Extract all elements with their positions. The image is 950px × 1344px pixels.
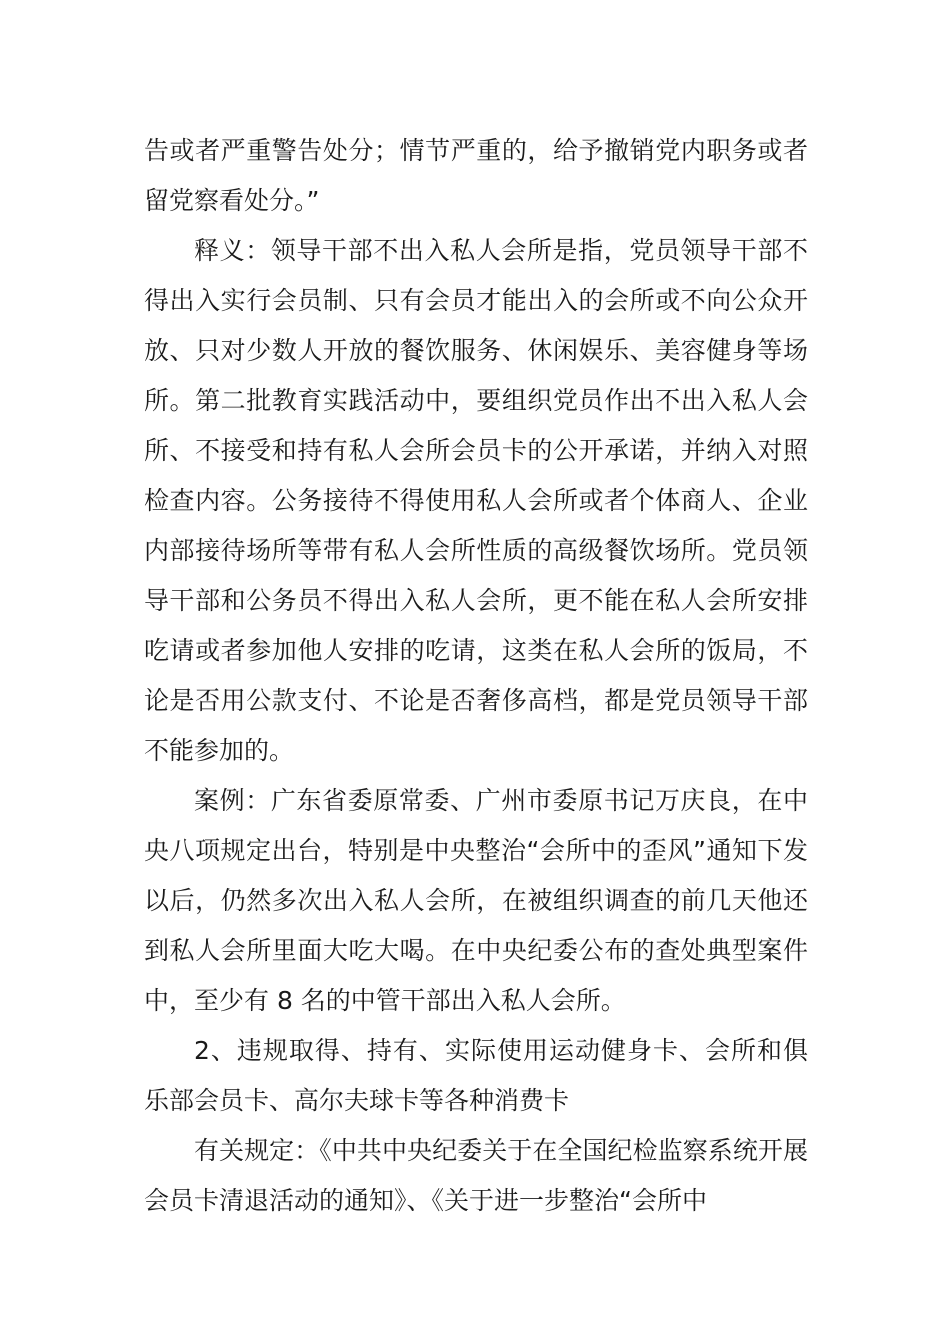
paragraph-continuation: 告或者严重警告处分；情节严重的，给予撤销党内职务或者留党察看处分。”	[144, 136, 808, 215]
paragraph-interpretation: 释义：领导干部不出入私人会所是指，党员领导干部不得出入实行会员制、只有会员才能出入的会所或不向公众开放、只对少数人开放的餐饮服务、休闲娱乐、美容健身等场所。第二批教育实践活动中，要组织党员作出不出入私人会所、不接受和持有私人会所会员卡的公开承诺，并纳入对照检查内容。公务接待不得使用私人会所或者个体商人、企业内部接待场所等带有私人会所性质的高级餐饮场所。党员领导干部和公务员不得出入私人会所，更不能在私人会所安排吃请或者参加他人安排的吃请，这类在私人会所的饭局，不论是否用公款支付、不论是否奢侈高档，都是党员领导干部不能参加的。	[144, 236, 808, 765]
paragraph-regulations: 有关规定：《中共中央纪委关于在全国纪检监察系统开展会员卡清退活动的通知》、《关于进一步整治“会所中	[144, 1136, 808, 1215]
paragraph-case-example: 案例：广东省委原常委、广州市委原书记万庆良，在中央八项规定出台，特别是中央整治“会所中的歪风”通知下发以后，仍然多次出入私人会所，在被组织调查的前几天他还到私人会所里面大吃大喝。在中央纪委公布的查处典型案件中，至少有 8 名的中管干部出入私人会所。	[144, 786, 808, 1015]
body-text	[144, 126, 808, 1226]
paragraph-section-heading: 2、违规取得、持有、实际使用运动健身卡、会所和俱乐部会员卡、高尔夫球卡等各种消费卡	[144, 1036, 808, 1115]
